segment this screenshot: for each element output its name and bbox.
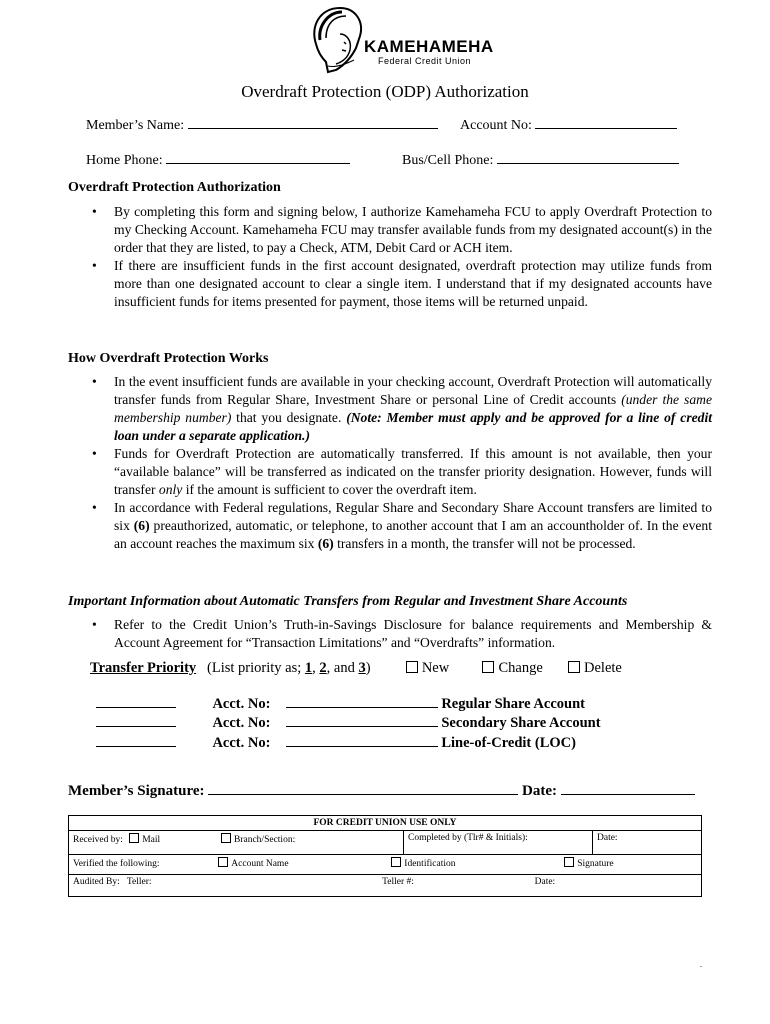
account-name-checkbox[interactable] [218, 857, 228, 867]
cu-use-title: FOR CREDIT UNION USE ONLY [69, 816, 702, 831]
new-checkbox[interactable] [406, 661, 418, 673]
priority-hint: (List priority as; [207, 660, 305, 676]
list-item: • By completing this form and signing below, I authorize Kamehameha FCU to apply Overdraft Protection to my Checking Account. Kamehameha FCU may transfer available funds from my designated account(s) in the order that they are listed, to pay a Check, ATM, Debit Card or ACH item. [92, 203, 712, 257]
bus-cell-phone-label: Bus/Cell Phone: [402, 153, 494, 168]
mail-label: Mail [142, 835, 161, 845]
identification-label: Identification [404, 859, 456, 869]
new-label: New [421, 660, 450, 676]
bullet-text: In the event insufficient funds are available in your checking account, Overdraft Protection will automatically transfer funds from Regular Share, Investment Share or personal Line of Credit accounts [114, 374, 712, 407]
audited-by-label: Audited By: [73, 877, 120, 887]
acct-no-input[interactable] [286, 713, 438, 727]
audited-row [69, 875, 702, 897]
bullet-text: transfers in a month, the transfer will not be processed. [333, 536, 636, 551]
bullet-text: preauthorized, automatic, or telephone, to another account that I am an accountholder of. In the event an account reaches the maximum six [114, 518, 712, 551]
bullet-text: if the amount is sufficient to cover the overdraft item. [182, 482, 477, 497]
home-phone-row [86, 150, 350, 169]
acct-label: Acct. No: [212, 715, 271, 731]
warrior-helmet-icon [306, 4, 366, 76]
logo-name: KAMEHAMEHA [364, 37, 494, 56]
account-no-label: Account No: [460, 118, 532, 133]
bullet-italic: only [158, 482, 183, 497]
account-row-loc [96, 733, 576, 752]
completed-by-cell: Completed by (Tlr# & Initials): [404, 831, 593, 855]
change-label: Change [498, 660, 543, 676]
home-phone-input[interactable] [166, 150, 350, 164]
priority-input[interactable] [96, 694, 176, 708]
kamehameha-logo [306, 4, 516, 76]
list-item [92, 373, 712, 445]
list-item: • If there are insufficient funds in the first account designated, overdraft protection may utilize funds from more than one designated account to clear a single item. I understand that if my designated accounts have insufficient funds for items presented for payment, those items will be returned unpaid. [92, 257, 712, 311]
delete-label: Delete [584, 660, 622, 676]
received-by-label: Received by: [73, 835, 123, 845]
section-heading-how-it-works: How Overdraft Protection Works [68, 351, 269, 366]
signature-date-label: Date: [522, 783, 557, 799]
account-row-regular [96, 694, 585, 713]
acct-label: Acct. No: [212, 735, 271, 751]
list-item [92, 499, 712, 553]
how-it-works-bullets [92, 373, 712, 553]
transfer-priority-label: Transfer Priority [90, 660, 197, 676]
priority-sep: , [312, 660, 320, 676]
acct-type: Secondary Share Account [441, 715, 601, 731]
important-info-bullets [92, 616, 712, 652]
priority-close: ) [365, 660, 371, 676]
verified-row [69, 855, 702, 875]
page-title: Overdraft Protection (ODP) Authorization [241, 82, 529, 101]
identification-checkbox[interactable] [391, 857, 401, 867]
priority-2: 2 [319, 660, 327, 676]
bullet-text: Funds for Overdraft Protection are automatically transferred. If this amount is not available, then your “available balance” will be transferred as indicated on the transfer priority designation. However, funds will transfer [114, 446, 712, 497]
branch-cell [217, 831, 404, 855]
account-name-label: Account Name [231, 859, 289, 869]
bus-cell-phone-row [402, 150, 679, 169]
acct-type: Line-of-Credit (LOC) [441, 735, 576, 751]
teller-label: Teller: [126, 877, 152, 887]
footer-mark: . [700, 960, 702, 969]
account-no-row [460, 115, 677, 134]
bullet-italic: (under the same membership number) [114, 392, 712, 425]
authorization-bullets [92, 203, 712, 311]
account-row-secondary [96, 713, 601, 732]
list-item [92, 445, 712, 499]
bullet-note: (Note: Member must apply and be approved for a line of credit loan under a separate application.) [114, 410, 712, 443]
priority-sep: , and [326, 660, 359, 676]
bullet-bold: (6) [133, 518, 150, 533]
priority-3: 3 [358, 660, 366, 676]
signature-checkbox[interactable] [564, 857, 574, 867]
members-name-input[interactable] [188, 115, 438, 129]
signature-date-input[interactable] [561, 781, 695, 795]
mail-checkbox[interactable] [129, 833, 139, 843]
acct-label: Acct. No: [212, 696, 271, 712]
bullet-text: In accordance with Federal regulations, Regular Share and Secondary Share Account transfers are limited to six [114, 500, 712, 533]
change-checkbox[interactable] [482, 661, 494, 673]
date-cell: Date: [593, 831, 702, 855]
signature-check-label: Signature [577, 859, 614, 869]
bullet-text: that you designate. [231, 410, 347, 425]
priority-input[interactable] [96, 733, 176, 747]
signature-label: Member’s Signature: [68, 783, 205, 799]
acct-no-input[interactable] [286, 733, 438, 747]
account-no-input[interactable] [535, 115, 677, 129]
members-name-row [86, 115, 438, 134]
branch-label: Branch/Section: [234, 835, 296, 845]
transfer-priority-row [90, 660, 622, 677]
signature-input[interactable] [208, 781, 518, 795]
logo-subtitle: Federal Credit Union [378, 56, 472, 66]
bus-cell-phone-input[interactable] [497, 150, 679, 164]
audit-date-label: Date: [534, 877, 556, 887]
credit-union-use-table [68, 815, 702, 897]
delete-checkbox[interactable] [568, 661, 580, 673]
priority-input[interactable] [96, 713, 176, 727]
signature-row [68, 781, 695, 800]
branch-checkbox[interactable] [221, 833, 231, 843]
section-heading-authorization: Overdraft Protection Authorization [68, 180, 281, 195]
teller-no-label: Teller #: [382, 877, 414, 887]
home-phone-label: Home Phone: [86, 153, 163, 168]
verified-label: Verified the following: [73, 859, 160, 869]
members-name-label: Member’s Name: [86, 118, 185, 133]
section-heading-important-info: Important Information about Automatic Transfers from Regular and Investment Share Accounts [68, 594, 628, 609]
priority-1: 1 [304, 660, 313, 676]
acct-no-input[interactable] [286, 694, 438, 708]
list-item: • Refer to the Credit Union’s Truth-in-Savings Disclosure for balance requirements and Membership & Account Agreement for “Transaction Limitations” and “Overdrafts” information. [92, 616, 712, 652]
bullet-bold: (6) [317, 536, 334, 551]
acct-type: Regular Share Account [441, 696, 585, 712]
received-by-cell [69, 831, 218, 855]
